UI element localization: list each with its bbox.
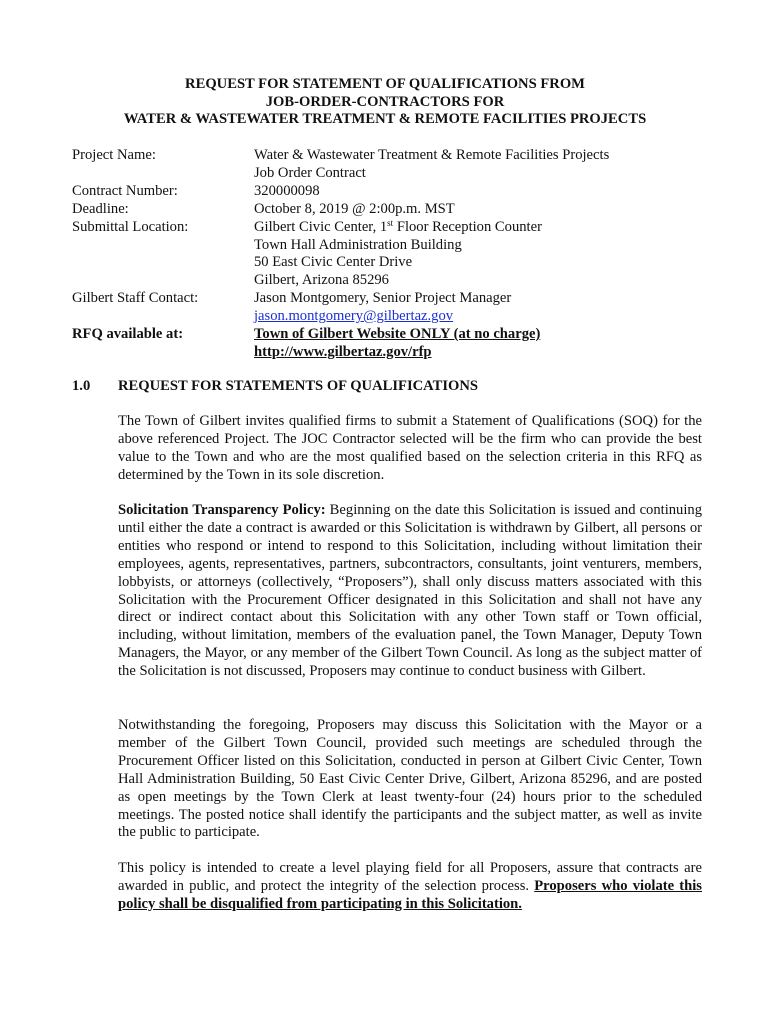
section-number: 1.0 [72, 378, 91, 394]
location-ordinal-suffix: st [387, 217, 394, 228]
notwithstanding-paragraph [118, 717, 702, 842]
staff-email-link[interactable]: jason.montgomery@gilbertaz.gov [254, 308, 454, 325]
deadline-row [72, 201, 712, 219]
deadline-label: Deadline: [72, 200, 129, 217]
location-line-1-pre: Gilbert Civic Center, 1 [254, 218, 388, 235]
contract-number-value: 320000098 [254, 182, 320, 199]
location-line-1-post: Floor Reception Counter [393, 218, 542, 235]
policy-intent-text: This policy is intended to create a level playing field for all Proposers, assure that contracts are awarded in public, and protect the integrity of the selection process. [118, 860, 702, 894]
title-line-2: JOB-ORDER-CONTRACTORS FOR [265, 93, 505, 110]
staff-contact-label: Gilbert Staff Contact: [72, 290, 199, 307]
project-name-label: Project Name: [72, 147, 156, 163]
transparency-policy-paragraph [118, 502, 702, 681]
rfq-source-text: Town of Gilbert Website ONLY (at no charge) [254, 326, 541, 343]
project-type-value: Job Order Contract [254, 164, 366, 181]
submittal-location-row [72, 219, 712, 291]
rfq-available-label: RFQ available at: [72, 326, 184, 343]
location-line-4: Gilbert, Arizona 85296 [254, 272, 389, 289]
deadline-value: October 8, 2019 @ 2:00p.m. MST [254, 200, 455, 217]
staff-contact-name: Jason Montgomery, Senior Project Manager [254, 290, 512, 307]
rfq-available-row [72, 326, 712, 362]
title-line-3: WATER & WASTEWATER TREATMENT & REMOTE FACILITIES PROJECTS [123, 111, 647, 128]
section-heading [72, 378, 478, 396]
location-line-2: Town Hall Administration Building [254, 236, 462, 253]
rfq-url-link[interactable]: http://www.gilbertaz.gov/rfp [254, 343, 432, 360]
disqualification-warning: Proposers who violate this policy shall be disqualified from participating in this Solicitation. [118, 877, 702, 912]
transparency-policy-lead: Solicitation Transparency Policy: [118, 502, 326, 518]
project-info-block [72, 147, 712, 362]
contract-number-label: Contract Number: [72, 182, 178, 199]
section-title: REQUEST FOR STATEMENTS OF QUALIFICATIONS [118, 378, 479, 394]
transparency-policy-text: Beginning on the date this Solicitation is issued and continuing until either the date a contract is awarded or this Solicitation is withdrawn by Gilbert, all persons or entities who respond or intend to respond to this Solicitation, including without limitation their employees, agents, representatives, partners, subcontractors, consultants, joint venturers, members, lobbyists, or attorneys (collectively, “Proposers”), shall only discuss matters associated with this Solicitation with the Procurement Officer designated in this Solicitation and shall not have any direct or indirect contact about this Solicitation with any other Town staff or Town official, including, without limitation, members of the evaluation panel, the Town Manager, Deputy Town Managers, the Mayor, or any member of the Gilbert Town Council. As long as the subject matter of the Solicitation is not discussed, Proposers may continue to conduct business with Gilbert. [118, 502, 702, 680]
policy-intent-paragraph [118, 860, 702, 914]
project-name-value: Water & Wastewater Treatment & Remote Facilities Projects [254, 147, 610, 163]
intro-paragraph-text: The Town of Gilbert invites qualified firms to submit a Statement of Qualifications (SOQ) for the above referenced Project. The JOC Contractor selected will be the firm who can provide the best value to the Town and who are the most qualified based on the selection criteria in this RFQ as determined by the Town in its sole discretion. [118, 413, 702, 483]
staff-contact-row [72, 290, 712, 326]
location-line-1 [254, 219, 712, 237]
contract-number-row [72, 183, 712, 201]
title-line-1: REQUEST FOR STATEMENT OF QUALIFICATIONS FROM [185, 76, 585, 92]
location-line-3: 50 East Civic Center Drive [254, 254, 413, 271]
intro-paragraph [118, 413, 702, 485]
project-name-row [72, 147, 712, 183]
document-title [0, 76, 770, 129]
submittal-location-label: Submittal Location: [72, 218, 189, 235]
notwithstanding-paragraph-text: Notwithstanding the foregoing, Proposers may discuss this Solicitation with the Mayor or a member of the Gilbert Town Council, provided such meetings are scheduled through the Procurement Officer listed on this Solicitation, conducted in person at Gilbert Civic Center, Town Hall Administration Building, 50 East Civic Center Drive, Gilbert, Arizona 85296, and are posted as open meetings by the Town Clerk at least twenty-four (24) hours prior to the scheduled meetings. The posted notice shall identify the participants and the subject matter, as well as invite the public to participate. [118, 717, 702, 841]
